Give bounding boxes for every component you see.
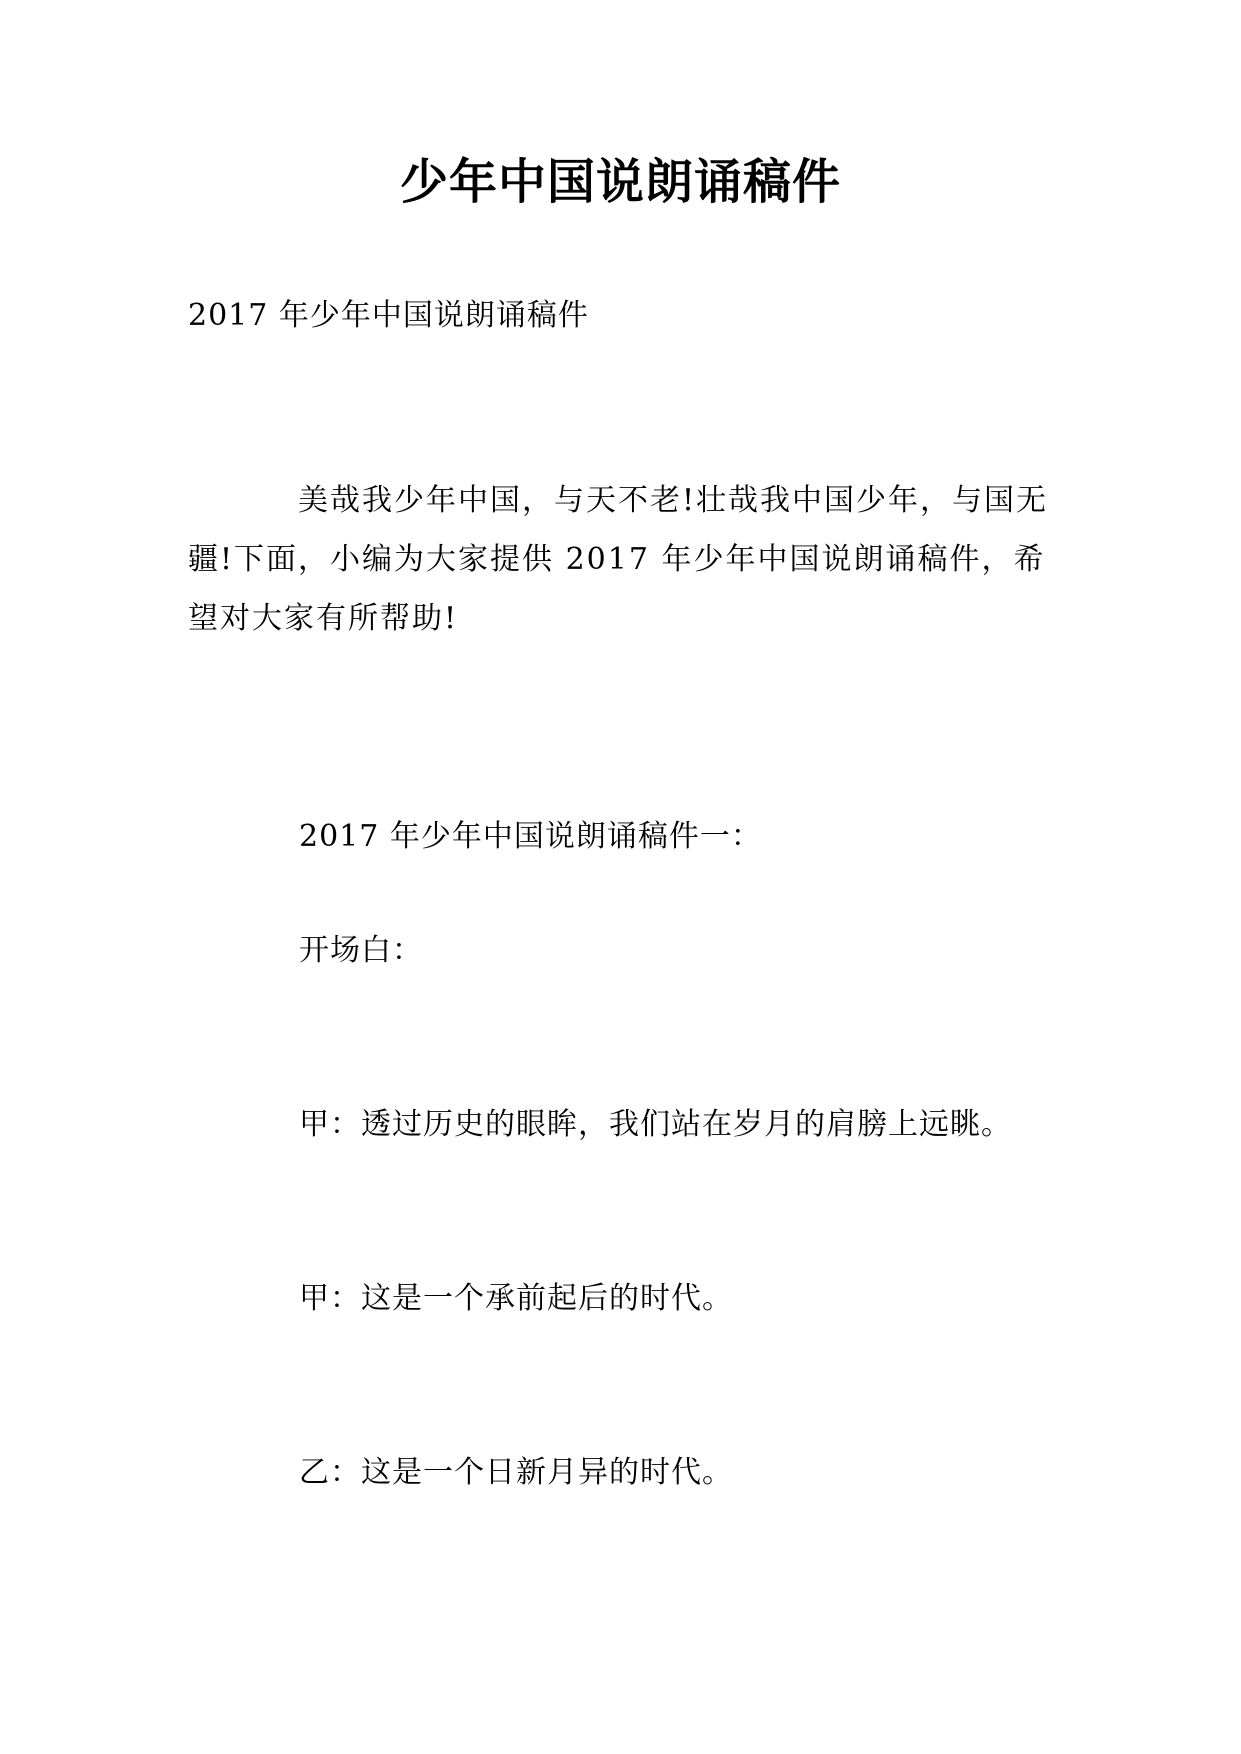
- dialogue-line: 甲：透过历史的眼眸，我们站在岁月的肩膀上远眺。: [299, 1107, 1012, 1142]
- intro-paragraph: 美哉我少年中国，与天不老!壮哉我中国少年，与国无疆!下面，小编为大家提供 2017 年少年中国说朗诵稿件，希望对大家有所帮助!: [188, 483, 1049, 636]
- section-heading: 2017 年少年中国说朗诵稿件一：: [299, 819, 762, 854]
- dialogue-line: 乙：这是一个日新月异的时代。: [299, 1455, 733, 1490]
- opening-label: 开场白：: [299, 933, 423, 968]
- dialogue-line: 甲：这是一个承前起后的时代。: [299, 1281, 733, 1316]
- document-subtitle: 2017 年少年中国说朗诵稿件: [188, 298, 589, 333]
- document-title: 少年中国说朗诵稿件: [399, 154, 841, 210]
